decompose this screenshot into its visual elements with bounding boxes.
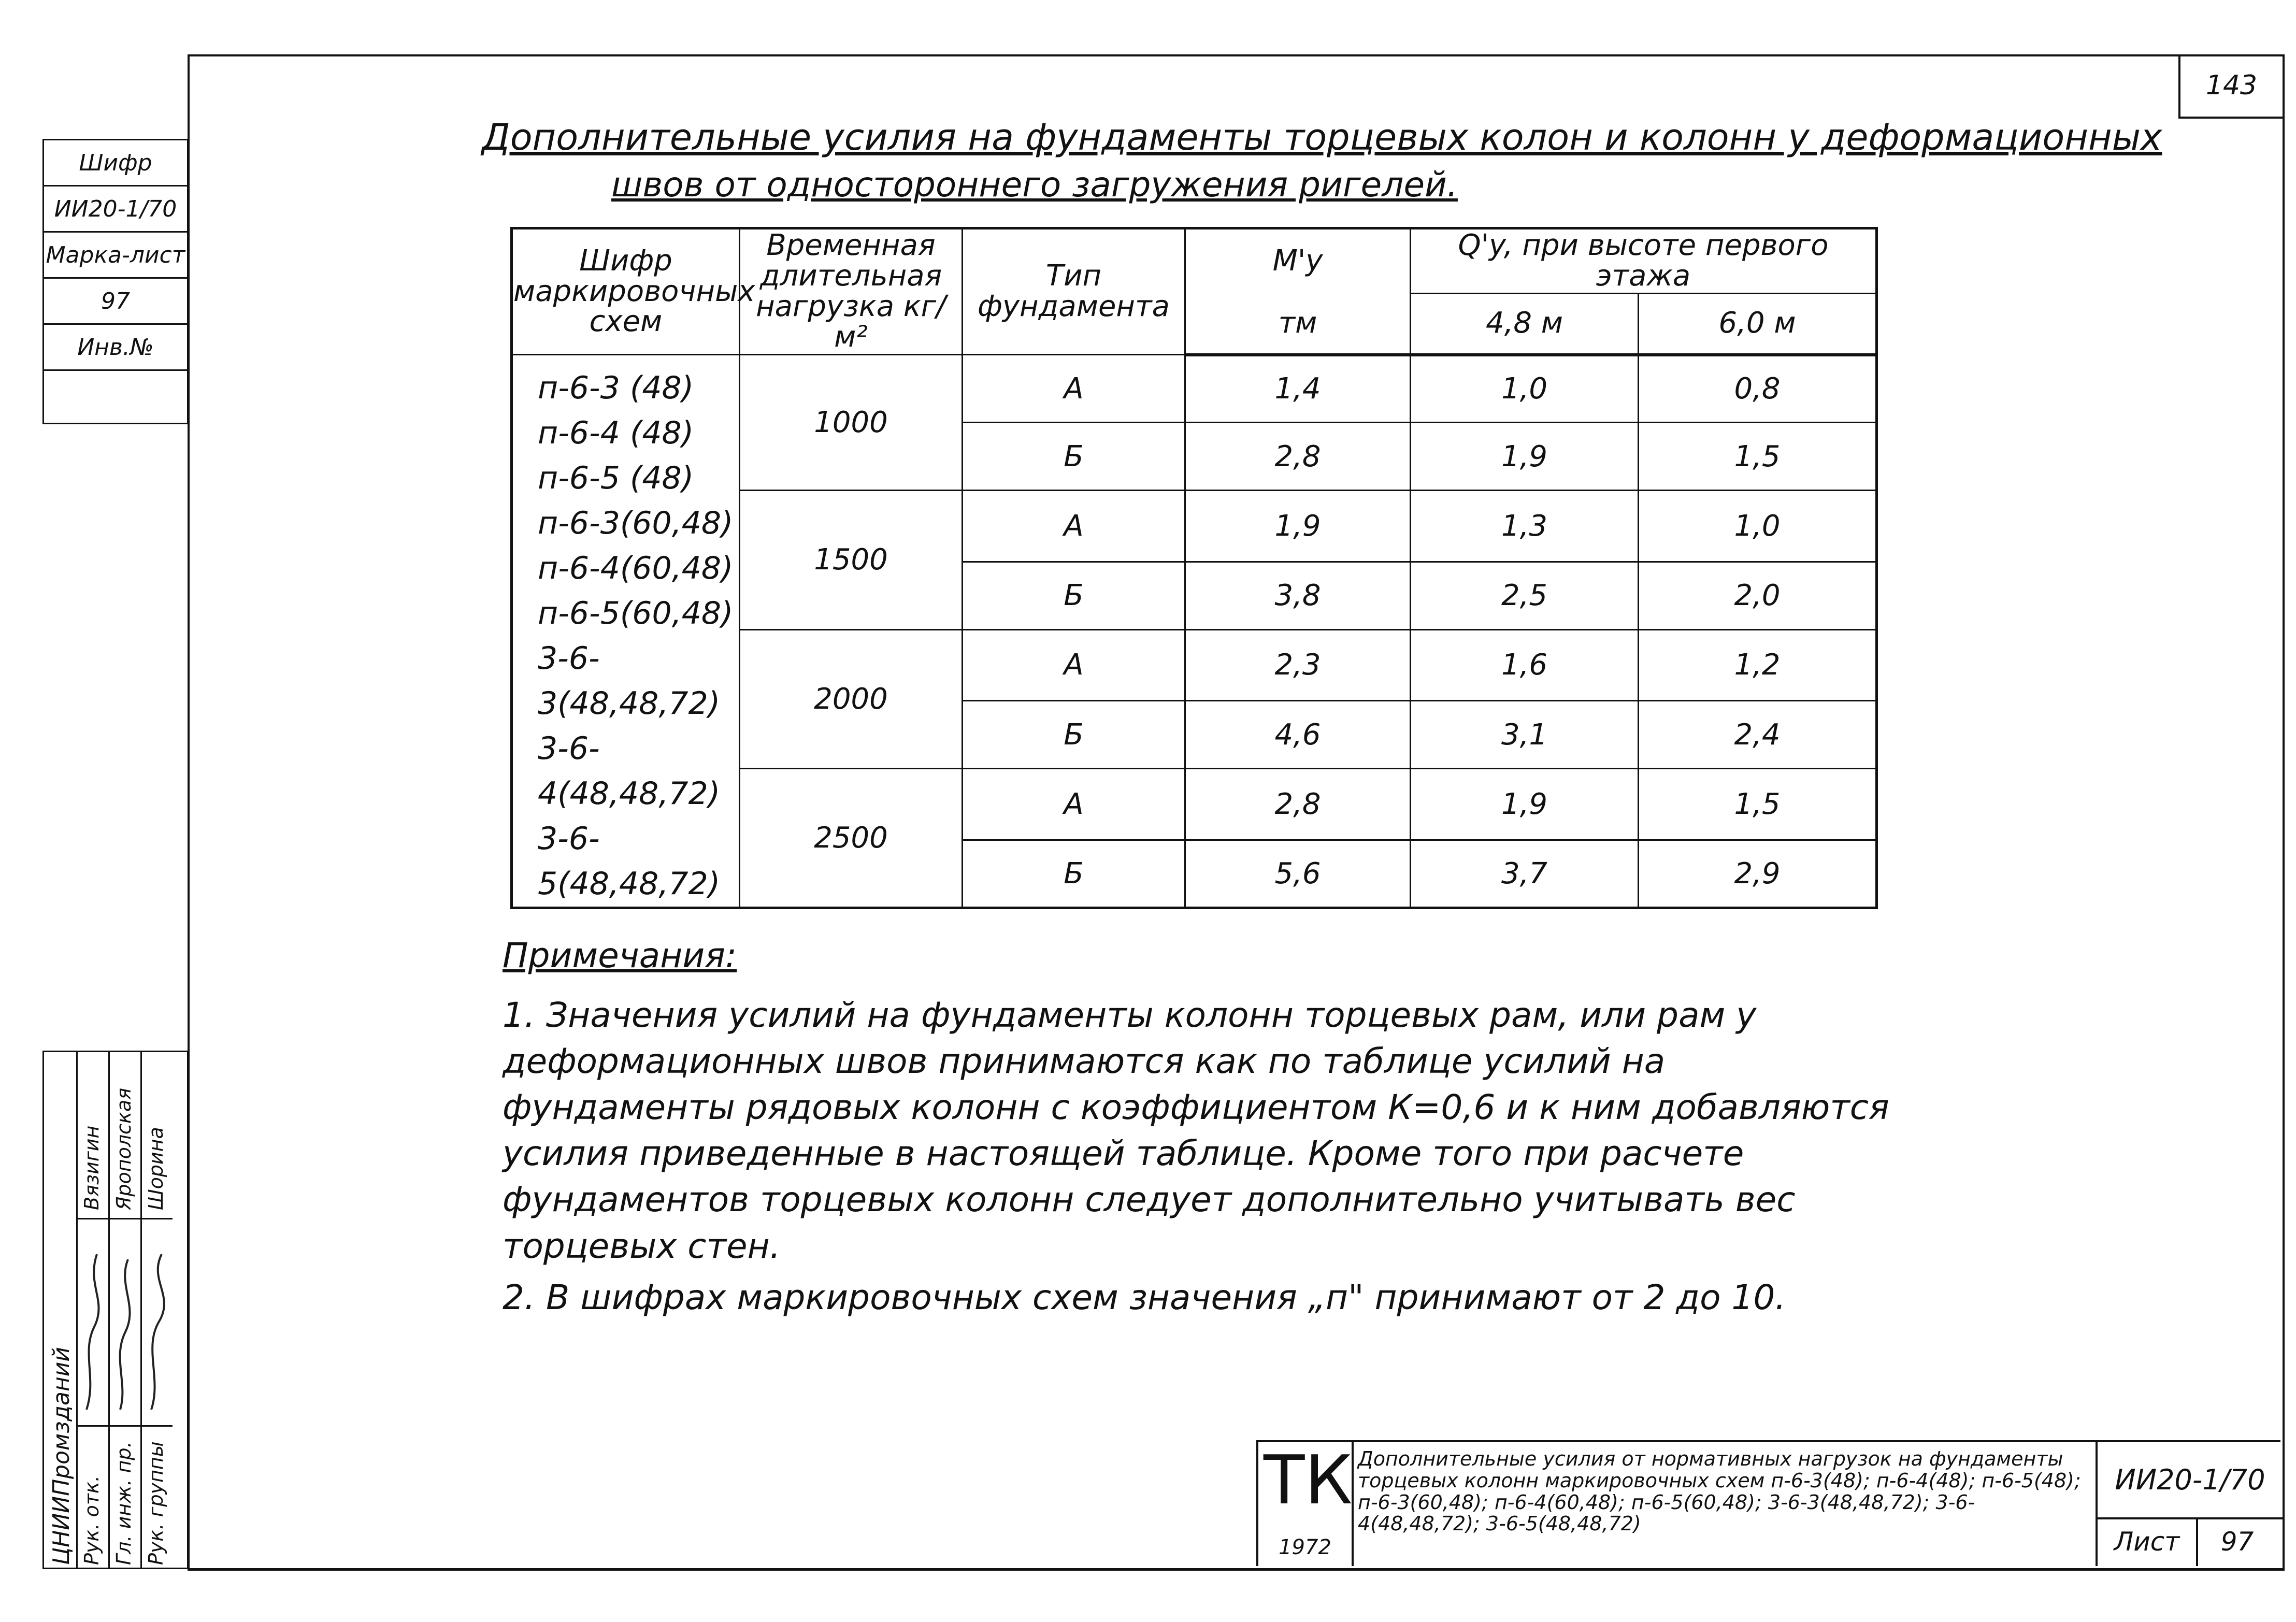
header-scheme: Шифр маркировочных схем [512, 228, 740, 355]
left-stamp [42, 139, 189, 424]
tk-label: ТК [1264, 1441, 1353, 1519]
scheme-list [512, 355, 740, 908]
my-cell: 1,9 [1185, 491, 1411, 562]
approval-role: Рук. группы [145, 1441, 167, 1565]
scheme-item: 3-6-3(48,48,72) [538, 640, 721, 722]
inv-label: Инв.№ [44, 325, 187, 371]
scheme-item: п-6-3(60,48) [538, 505, 734, 541]
cipher-value: ИИ20-1/70 [44, 186, 187, 233]
cipher-label: Шифр [44, 140, 187, 186]
type-cell: А [963, 491, 1185, 562]
q60-cell: 2,9 [1639, 840, 1877, 908]
approval-name: Ярополская [112, 1087, 135, 1210]
page-number: 143 [2178, 54, 2283, 119]
approval-name: Вязигин [80, 1125, 103, 1210]
my-cell: 4,6 [1185, 701, 1411, 769]
type-cell: Б [963, 701, 1185, 769]
scheme-item: 3-6-5(48,48,72) [538, 821, 721, 902]
approval-name: Шорина [145, 1127, 167, 1210]
sheet-label: Лист [2096, 1517, 2198, 1566]
q48-cell: 1,9 [1411, 423, 1639, 491]
page-subtitle: швов от одностороннего загружения ригелей. [611, 165, 1458, 205]
sheet-number: 97 [2220, 1527, 2254, 1557]
note-item: 2. В шифрах маркировочных схем значения „п" принимают от 2 до 10. [503, 1277, 1786, 1317]
my-cell: 1,4 [1185, 355, 1411, 423]
tk-year: 1972 [1279, 1535, 1331, 1559]
q48-cell: 1,6 [1411, 629, 1639, 701]
approval-org: ЦНИИПромзданий [48, 1347, 75, 1565]
q48-cell: 3,7 [1411, 840, 1639, 908]
q60-cell: 1,5 [1639, 423, 1877, 491]
load-cell: 2000 [740, 629, 963, 769]
q48-cell: 1,3 [1411, 491, 1639, 562]
my-cell: 5,6 [1185, 840, 1411, 908]
type-cell: А [963, 629, 1185, 701]
type-cell: Б [963, 562, 1185, 629]
scheme-item: 3-6-4(48,48,72) [538, 730, 721, 812]
title-block-description: Дополнительные усилия от нормативных нагрузок на фундаменты торцевых колонн маркировочных схем п-6-3(48); п-6-4(48); п-6-5(48); п-6-3(60,48); п-6-4(60,48); п-6-5(60,48); 3-6-3(48,48,72); 3-6-4(48,48,72); 3-6-5(48,48,72) [1358, 1447, 2081, 1535]
scheme-item: п-6-4 (48) [538, 415, 694, 451]
approval-role: Гл. инж. пр. [112, 1441, 135, 1565]
load-cell: 1500 [740, 491, 963, 630]
q60-cell: 1,0 [1639, 491, 1877, 562]
header-q: Q'y, при высоте первого этажа [1411, 228, 1877, 294]
type-cell: Б [963, 423, 1185, 491]
tk-mark [1256, 1442, 1354, 1566]
scheme-item: п-6-5 (48) [538, 460, 694, 496]
title-block [1256, 1440, 2280, 1568]
mark-sheet-value: 97 [44, 279, 187, 325]
my-cell: 2,3 [1185, 629, 1411, 701]
type-cell: А [963, 769, 1185, 840]
header-h48: 4,8 м [1411, 294, 1639, 355]
q48-cell: 3,1 [1411, 701, 1639, 769]
load-cell: 1000 [740, 355, 963, 491]
q60-cell: 1,2 [1639, 629, 1877, 701]
q60-cell: 0,8 [1639, 355, 1877, 423]
q60-cell: 2,4 [1639, 701, 1877, 769]
my-cell: 2,8 [1185, 423, 1411, 491]
signatures [76, 1223, 173, 1420]
note-item: 1. Значения усилий на фундаменты колонн торцевых рам, или рам у деформационных швов принимаются как по таблице усилий на фундаменты рядовых колонн с коэффициентом К=0,6 и к ним добавляются усилия приведенные в настоящей таблице. Кроме того при расчете фундаментов торцевых колонн следует дополнительно учитывать вес торцевых стен. [503, 995, 1889, 1266]
q48-cell: 1,0 [1411, 355, 1639, 423]
type-cell: А [963, 355, 1185, 423]
header-my-unit: тм [1185, 294, 1411, 355]
q60-cell: 1,5 [1639, 769, 1877, 840]
scheme-item: п-6-3 (48) [538, 370, 694, 406]
header-my: M'y [1185, 228, 1411, 294]
load-cell: 2500 [740, 769, 963, 908]
my-cell: 2,8 [1185, 769, 1411, 840]
q48-cell: 2,5 [1411, 562, 1639, 629]
title-block-cipher: ИИ20-1/70 [2096, 1442, 2283, 1519]
forces-table [510, 227, 1878, 909]
q48-cell: 1,9 [1411, 769, 1639, 840]
notes [503, 932, 1901, 1320]
scheme-item: п-6-4(60,48) [538, 550, 734, 586]
approval-block [42, 1051, 189, 1569]
approval-role: Рук. отк. [80, 1475, 103, 1565]
inv-value [44, 371, 187, 423]
q60-cell: 2,0 [1639, 562, 1877, 629]
notes-heading: Примечания: [503, 936, 737, 975]
header-type: Тип фундамента [963, 228, 1185, 355]
type-cell: Б [963, 840, 1185, 908]
header-h60: 6,0 м [1639, 294, 1877, 355]
scheme-item: п-6-5(60,48) [538, 595, 734, 631]
page-title: Дополнительные усилия на фундаменты торцевых колон и колонн у деформационных [482, 116, 2162, 159]
mark-sheet-label: Марка-лист [44, 233, 187, 279]
header-load: Временная длительная нагрузка кг/м² [740, 228, 963, 355]
table-row [512, 355, 1877, 423]
my-cell: 3,8 [1185, 562, 1411, 629]
